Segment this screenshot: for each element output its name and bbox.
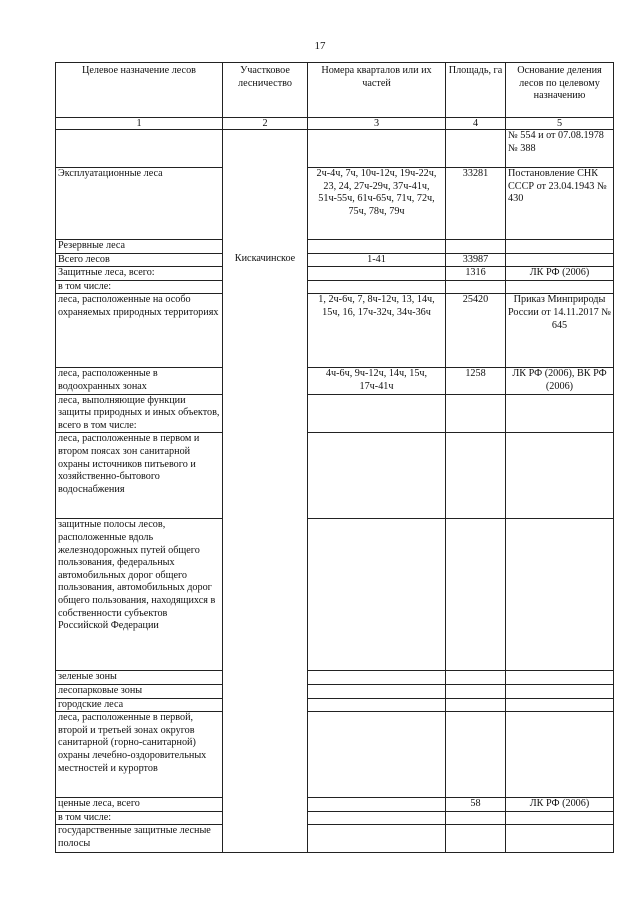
purpose-cell (56, 130, 223, 168)
forestry-cell (223, 240, 308, 254)
quarters-cell (308, 267, 446, 281)
basis-cell: № 554 и от 07.08.1978 № 388 (506, 130, 614, 168)
purpose-cell: лесопарковые зоны (56, 684, 223, 698)
table-row (56, 798, 614, 812)
header-quarters: Номера кварталов или их частей (308, 63, 446, 118)
table-row (56, 168, 614, 240)
area-cell (446, 811, 506, 825)
basis-cell (506, 240, 614, 254)
colnum-5: 5 (506, 118, 614, 130)
area-cell (446, 698, 506, 712)
forestry-cell (223, 798, 308, 812)
basis-cell (506, 684, 614, 698)
purpose-cell: леса, расположенные в первой, второй и третьей зонах округов санитарной (горно-санитарной) охраны лечебно-оздоровительных местностей и курортов (56, 712, 223, 798)
quarters-cell (308, 519, 446, 671)
table-row (56, 368, 614, 394)
area-cell (446, 825, 506, 853)
area-cell (446, 519, 506, 671)
quarters-cell (308, 698, 446, 712)
purpose-cell: государственные защитные лесные полосы (56, 825, 223, 853)
area-cell (446, 394, 506, 433)
basis-cell: Постановление СНК СССР от 23.04.1943 № 430 (506, 168, 614, 240)
purpose-cell: в том числе: (56, 811, 223, 825)
colnum-3: 3 (308, 118, 446, 130)
page-number: 17 (314, 40, 326, 52)
forestry-cell (223, 684, 308, 698)
quarters-cell: 1, 2ч-6ч, 7, 8ч-12ч, 13, 14ч, 15ч, 16, 17ч-32ч, 34ч-36ч (308, 294, 446, 368)
table-row (56, 519, 614, 671)
basis-cell (506, 519, 614, 671)
purpose-cell: зеленые зоны (56, 671, 223, 685)
table-row (56, 240, 614, 254)
header-area: Площадь, га (446, 63, 506, 118)
basis-cell (506, 811, 614, 825)
quarters-cell (308, 240, 446, 254)
basis-cell (506, 671, 614, 685)
basis-cell: Приказ Минприроды России от 14.11.2017 № 645 (506, 294, 614, 368)
area-cell (446, 712, 506, 798)
area-cell: 1316 (446, 267, 506, 281)
purpose-cell: Защитные леса, всего: (56, 267, 223, 281)
area-cell (446, 671, 506, 685)
forest-purpose-table (55, 62, 614, 853)
purpose-cell: леса, расположенные на особо охраняемых природных территориях (56, 294, 223, 368)
forestry-cell (223, 825, 308, 853)
quarters-cell (308, 394, 446, 433)
quarters-cell (308, 798, 446, 812)
table-row (56, 698, 614, 712)
purpose-cell: Резервные леса (56, 240, 223, 254)
area-cell: 33987 (446, 253, 506, 267)
table-row (56, 394, 614, 433)
column-number-row (56, 118, 614, 130)
table-row (56, 811, 614, 825)
quarters-cell (308, 684, 446, 698)
table-row (56, 294, 614, 368)
header-row (56, 63, 614, 118)
colnum-2: 2 (223, 118, 308, 130)
colnum-1: 1 (56, 118, 223, 130)
quarters-cell: 2ч-4ч, 7ч, 10ч-12ч, 19ч-22ч, 23, 24, 27ч-29ч, 37ч-41ч, 51ч-55ч, 61ч-65ч, 71ч, 72ч, 75ч, 78ч, 79ч (308, 168, 446, 240)
forestry-cell (223, 130, 308, 168)
basis-cell (506, 253, 614, 267)
purpose-cell: городские леса (56, 698, 223, 712)
table-row (56, 433, 614, 519)
quarters-cell (308, 825, 446, 853)
area-cell: 58 (446, 798, 506, 812)
forestry-cell (223, 294, 308, 368)
forestry-cell (223, 280, 308, 294)
table-row (56, 130, 614, 168)
quarters-cell (308, 280, 446, 294)
forestry-cell (223, 168, 308, 240)
purpose-cell: ценные леса, всего (56, 798, 223, 812)
quarters-cell (308, 712, 446, 798)
area-cell: 1258 (446, 368, 506, 394)
header-forestry: Участковое лесничество (223, 63, 308, 118)
table-row (56, 267, 614, 281)
quarters-cell (308, 811, 446, 825)
table-row (56, 712, 614, 798)
quarters-cell (308, 433, 446, 519)
quarters-cell: 1-41 (308, 253, 446, 267)
forestry-cell (223, 519, 308, 671)
table-row (56, 280, 614, 294)
header-basis: Основание деления лесов по целевому назначению (506, 63, 614, 118)
forestry-cell (223, 712, 308, 798)
area-cell (446, 684, 506, 698)
basis-cell: ЛК РФ (2006) (506, 798, 614, 812)
purpose-cell: в том числе: (56, 280, 223, 294)
forestry-cell (223, 433, 308, 519)
area-cell (446, 433, 506, 519)
area-cell: 33281 (446, 168, 506, 240)
basis-cell (506, 698, 614, 712)
basis-cell (506, 433, 614, 519)
forestry-cell: Кискачинское (223, 253, 308, 267)
forestry-cell (223, 811, 308, 825)
area-cell (446, 280, 506, 294)
purpose-cell: защитные полосы лесов, расположенные вдоль железнодорожных путей общего пользования, федеральных автомобильных дорог общего пользования, автомобильных дорог общего пользования, находящихся в собственности субъектов Российской Федерации (56, 519, 223, 671)
purpose-cell: леса, выполняющие функции защиты природных и иных объектов, всего в том числе: (56, 394, 223, 433)
basis-cell (506, 712, 614, 798)
area-cell (446, 130, 506, 168)
quarters-cell: 4ч-6ч, 9ч-12ч, 14ч, 15ч, 17ч-41ч (308, 368, 446, 394)
quarters-cell (308, 130, 446, 168)
purpose-cell: леса, расположенные в водоохранных зонах (56, 368, 223, 394)
quarters-cell (308, 671, 446, 685)
basis-cell (506, 280, 614, 294)
forestry-cell (223, 698, 308, 712)
forestry-cell (223, 394, 308, 433)
forestry-cell (223, 368, 308, 394)
table-row (56, 684, 614, 698)
basis-cell: ЛК РФ (2006), ВК РФ (2006) (506, 368, 614, 394)
area-cell (446, 240, 506, 254)
purpose-cell: Всего лесов (56, 253, 223, 267)
forestry-cell (223, 671, 308, 685)
area-cell: 25420 (446, 294, 506, 368)
purpose-cell: Эксплуатационные леса (56, 168, 223, 240)
colnum-4: 4 (446, 118, 506, 130)
basis-cell: ЛК РФ (2006) (506, 267, 614, 281)
forestry-cell (223, 267, 308, 281)
table-row (56, 825, 614, 853)
basis-cell (506, 825, 614, 853)
table-row (56, 253, 614, 267)
purpose-cell: леса, расположенные в первом и втором поясах зон санитарной охраны источников питьевого и хозяйственно-бытового водоснабжения (56, 433, 223, 519)
header-purpose: Целевое назначение лесов (56, 63, 223, 118)
table-row (56, 671, 614, 685)
basis-cell (506, 394, 614, 433)
